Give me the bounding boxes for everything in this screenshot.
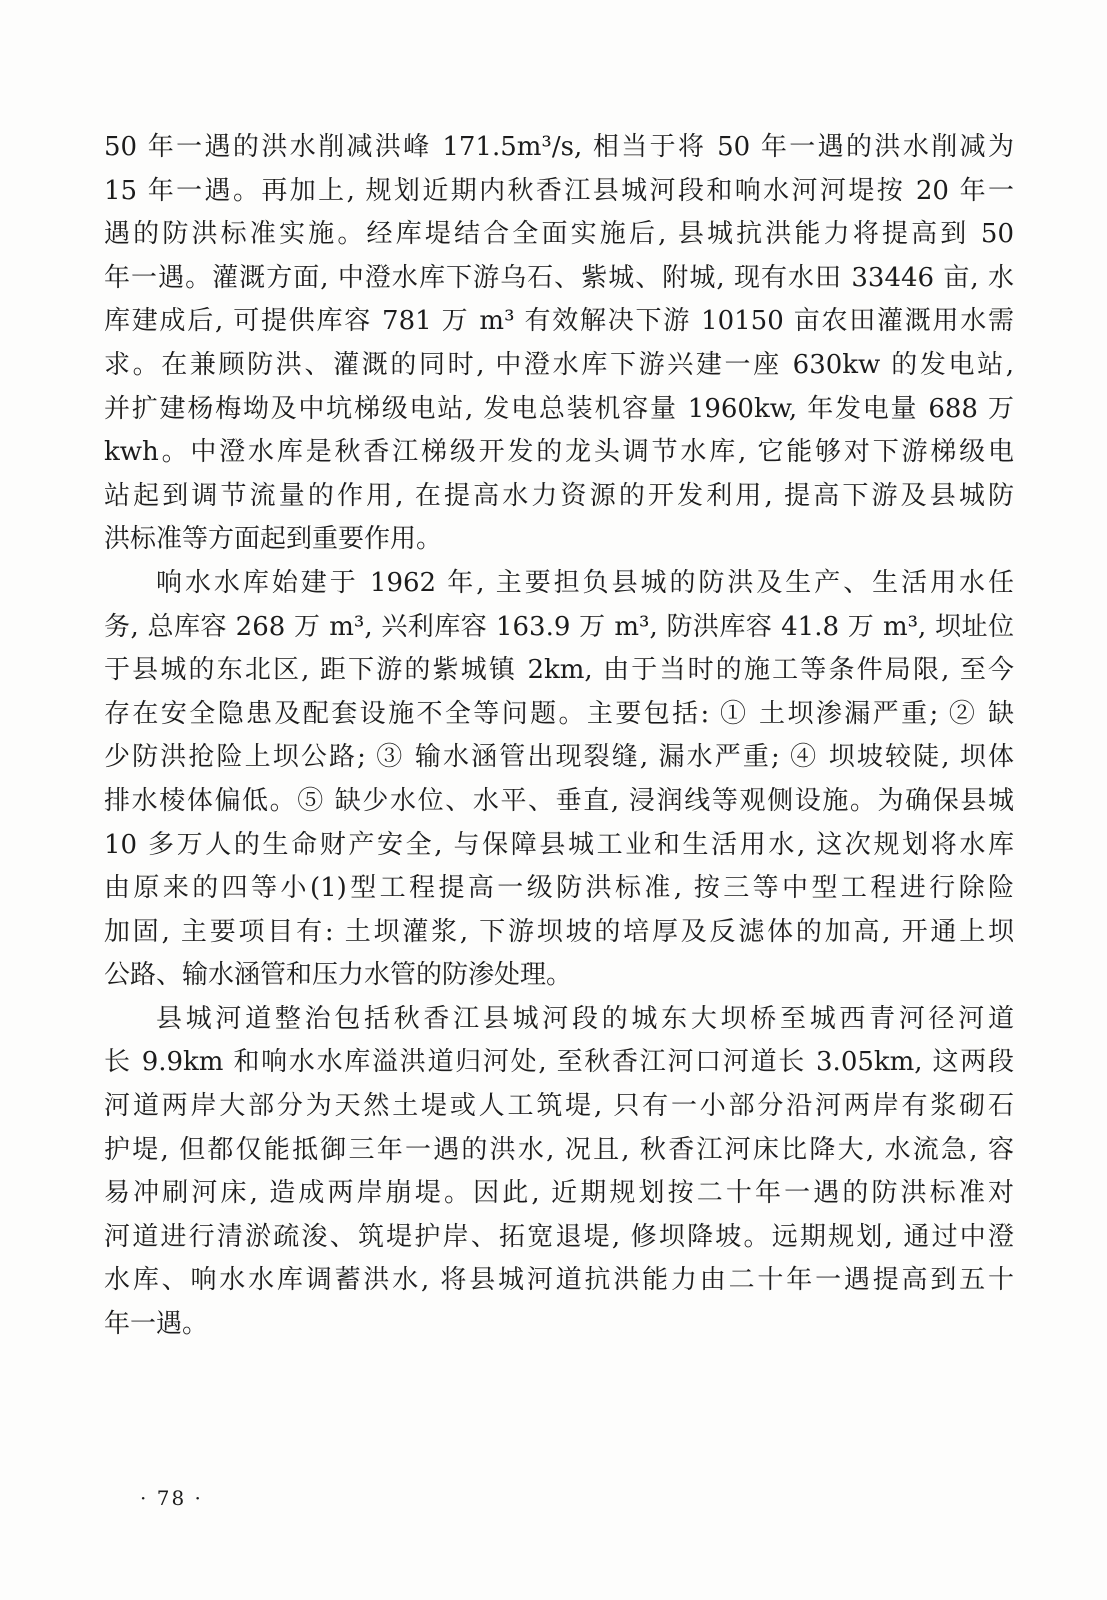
text-line: 加固, 主要项目有: 土坝灌浆, 下游坝坡的培厚及反滤体的加高, 开通上坝 [104,916,1014,947]
text-line: 河道进行清淤疏浚、筑堤护岸、拓宽退堤, 修坝降坡。远期规划, 通过中澄 [104,1221,1014,1252]
text-line: 站起到调节流量的作用, 在提高水力资源的开发利用, 提高下游及县城防 [104,480,1014,511]
text-line: 易冲刷河床, 造成两岸崩堤。因此, 近期规划按二十年一遇的防洪标准对 [104,1178,1014,1209]
text-line: 年一遇。灌溉方面, 中澄水库下游乌石、紫城、附城, 现有水田 33446 亩, 水 [104,262,1014,293]
text-line: 库建成后, 可提供库容 781 万 m³ 有效解决下游 10150 亩农田灌溉用水需 [104,306,1014,337]
text-line: 洪标准等方面起到重要作用。 [104,524,443,555]
text-line: kwh。中澄水库是秋香江梯级开发的龙头调节水库, 它能够对下游梯级电 [104,437,1014,468]
text-line: 响水水库始建于 1962 年, 主要担负县城的防洪及生产、生活用水任 [156,567,1014,598]
text-line: 由原来的四等小(1)型工程提高一级防洪标准, 按三等中型工程进行除险 [104,873,1014,904]
text-line: 并扩建杨梅坳及中坑梯级电站, 发电总装机容量 1960kw, 年发电量 688 万 [104,393,1014,424]
text-line: 县城河道整治包括秋香江县城河段的城东大坝桥至城西青河径河道 [156,1003,1014,1034]
text-line: 公路、输水涵管和压力水管的防渗处理。 [104,960,573,991]
text-line: 存在安全隐患及配套设施不全等问题。主要包括: ① 土坝渗漏严重; ② 缺 [104,698,1014,729]
text-line: 10 多万人的生命财产安全, 与保障县城工业和生活用水, 这次规划将水库 [104,829,1014,860]
text-line: 年一遇。 [104,1309,209,1340]
text-line: 少防洪抢险上坝公路; ③ 输水涵管出现裂缝, 漏水严重; ④ 坝坡较陡, 坝体 [104,742,1014,773]
page-number: · 78 · [140,1486,203,1510]
text-line: 遇的防洪标准实施。经库堤结合全面实施后, 县城抗洪能力将提高到 50 [104,219,1014,250]
text-line: 水库、响水水库调蓄洪水, 将县城河道抗洪能力由二十年一遇提高到五十 [104,1265,1014,1296]
text-line: 长 9.9km 和响水水库溢洪道归河处, 至秋香江河口河道长 3.05km, 这两段 [104,1047,1014,1078]
text-line: 50 年一遇的洪水削减洪峰 171.5m³/s, 相当于将 50 年一遇的洪水削减为 [104,132,1014,162]
text-line: 于县城的东北区, 距下游的紫城镇 2km, 由于当时的施工等条件局限, 至今 [104,655,1014,686]
body-text [104,126,1014,1347]
text-line: 求。在兼顾防洪、灌溉的同时, 中澄水库下游兴建一座 630kw 的发电站, [104,349,1014,380]
text-line: 排水棱体偏低。⑤ 缺少水位、水平、垂直, 浸润线等观侧设施。为确保县城 [104,785,1014,816]
text-line: 务, 总库容 268 万 m³, 兴利库容 163.9 万 m³, 防洪库容 41.8 万 m³, 坝址位 [104,611,1014,642]
text-line: 15 年一遇。再加上, 规划近期内秋香江县城河段和响水河河堤按 20 年一 [104,175,1014,206]
text-line: 河道两岸大部分为天然土堤或人工筑堤, 只有一小部分沿河两岸有浆砌石 [104,1091,1014,1122]
text-line: 护堤, 但都仅能抵御三年一遇的洪水, 况且, 秋香江河床比降大, 水流急, 容 [104,1134,1014,1165]
